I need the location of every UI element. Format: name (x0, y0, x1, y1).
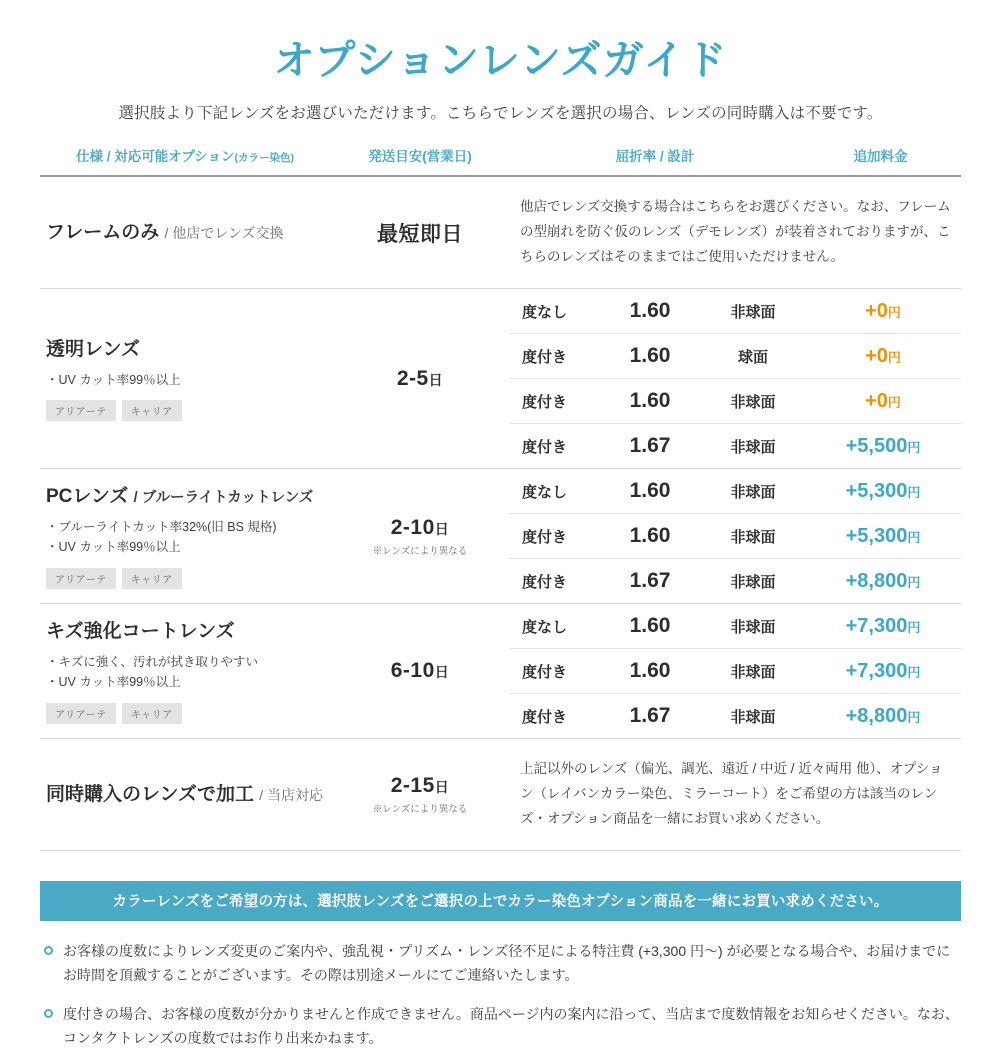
lens-name-main: PCレンズ (46, 486, 129, 508)
spec-price (808, 570, 958, 593)
lens-name (46, 620, 324, 645)
spec-index: 1.60 (629, 299, 671, 322)
lens-name-sub: / 当店対応 (259, 787, 324, 804)
table-row (40, 175, 961, 288)
spec-list (510, 289, 961, 468)
shipping-value (391, 516, 450, 540)
option-tag: キャリア (122, 568, 182, 589)
spec-price-unit: 円 (907, 439, 921, 455)
lens-name-main: キズ強化コートレンズ (46, 621, 235, 643)
spec-price (808, 300, 958, 323)
spec-power: 度付き (522, 348, 568, 366)
spec-index: 1.60 (629, 524, 671, 547)
lens-name-sub: / ブルーライトカットレンズ (133, 490, 314, 507)
spec-power: 度なし (522, 618, 568, 636)
footnote-item (40, 939, 961, 988)
lens-name-sub: / 他店でレンズ交換 (164, 225, 284, 242)
spec-row (510, 379, 961, 424)
shipping-estimate (330, 739, 510, 850)
spec-index: 1.60 (629, 344, 671, 367)
spec-price (808, 525, 958, 548)
spec-row (510, 289, 961, 334)
column-header-spec (40, 145, 330, 165)
table-row (40, 738, 961, 850)
footnotes (40, 939, 961, 1051)
option-tag: キャリア (122, 400, 182, 421)
spec-row (510, 604, 961, 649)
lens-name (46, 485, 324, 510)
spec-price-value: +7,300 (845, 614, 908, 637)
spec-price (808, 435, 958, 458)
spec-power: 度なし (522, 483, 568, 501)
spec-power: 度付き (522, 573, 568, 591)
spec-index: 1.60 (629, 659, 671, 682)
option-tag: キャリア (122, 703, 182, 724)
spec-design: 非球面 (730, 303, 776, 321)
spec-row (510, 514, 961, 559)
lens-name (46, 221, 324, 246)
lens-option-tags (46, 400, 324, 421)
footnote-item (40, 1002, 961, 1051)
lens-feature-item: ・キズに強く、汚れが拭き取りやすい (46, 654, 259, 669)
shipping-value (391, 659, 450, 683)
spec-design: 非球面 (730, 663, 776, 681)
page-subtitle: 選択肢より下記レンズをお選びいただけます。こちらでレンズを選択の場合、レンズの同時購入は不要です。 (118, 105, 883, 123)
spec-index: 1.67 (629, 569, 671, 592)
spec-price-unit: 円 (907, 529, 921, 545)
spec-price-value: +8,800 (845, 704, 908, 727)
spec-price (808, 390, 958, 413)
spec-power: 度付き (522, 438, 568, 456)
table-row (40, 603, 961, 738)
spec-price (808, 480, 958, 503)
column-header-shipping: 発送目安(営業日) (368, 149, 472, 165)
spec-design: 非球面 (730, 573, 776, 591)
spec-price-value: +7,300 (845, 659, 908, 682)
lens-option-tags (46, 568, 324, 589)
spec-design: 非球面 (730, 438, 776, 456)
lens-info (40, 739, 330, 850)
lens-features (46, 370, 324, 391)
spec-row (510, 559, 961, 603)
spec-price (808, 660, 958, 683)
shipping-days: 6-10 (390, 659, 435, 682)
column-header-spec-note: (カラー染色) (234, 152, 295, 165)
spec-price-unit: 円 (907, 664, 921, 680)
spec-index: 1.67 (629, 704, 671, 727)
color-lens-banner: カラーレンズをご希望の方は、選択肢レンズをご選択の上でカラー染色オプション商品を一緒にお買い求めください。 (40, 881, 961, 921)
spec-price-value: +0 (865, 389, 888, 412)
spec-list (510, 604, 961, 738)
spec-design: 非球面 (730, 708, 776, 726)
column-header-spec-label: 仕様 / 対応可能オプション (75, 149, 235, 165)
spec-power: 度付き (522, 708, 568, 726)
lens-name-main: フレームのみ (46, 222, 160, 244)
spec-index: 1.60 (629, 479, 671, 502)
spec-row (510, 694, 961, 738)
lens-note: 上記以外のレンズ（偏光、調光、遠近 / 中近 / 近々両用 他）、オプション（レイバンカラー染色、ミラーコート）をご希望の方は該当のレンズ・オプション商品を一緒にお買い求めください。 (520, 761, 943, 826)
lens-name-main: 透明レンズ (46, 338, 140, 360)
spec-design: 非球面 (730, 618, 776, 636)
spec-power: 度付き (522, 528, 568, 546)
spec-power: 度付き (522, 393, 568, 411)
page-title: オプションレンズガイド (273, 37, 728, 83)
circle-bullet-icon (44, 946, 53, 955)
lens-table (40, 145, 961, 851)
spec-price-value: +8,800 (845, 569, 908, 592)
spec-row (510, 424, 961, 468)
footnote-text: お客様の度数によりレンズ変更のご案内や、強乱視・プリズム・レンズ径不足による特注費 (+3,300 円～) が必要となる場合や、お届けまでにお時間を頂戴することがございます。その際は別途メールにてご連絡いたします。 (63, 942, 951, 984)
column-header-index: 屈折率 / 設計 (615, 149, 695, 165)
shipping-unit: 日 (428, 371, 444, 388)
spec-row (510, 469, 961, 514)
spec-design: 非球面 (730, 528, 776, 546)
lens-name-main: 同時購入のレンズで加工 (46, 784, 254, 806)
shipping-unit: 日 (434, 778, 450, 795)
spec-price (808, 615, 958, 638)
spec-price-unit: 円 (907, 619, 921, 635)
shipping-estimate (330, 469, 510, 603)
shipping-days: 2-5 (396, 366, 429, 390)
lens-note-cell (510, 739, 961, 850)
shipping-note: ※レンズにより異なる (372, 803, 468, 815)
spec-price-value: +5,300 (845, 524, 908, 547)
spec-price-unit: 円 (887, 394, 901, 410)
spec-design: 非球面 (730, 393, 776, 411)
spec-price-unit: 円 (907, 709, 921, 725)
lens-info (40, 289, 330, 468)
circle-bullet-icon (44, 1009, 53, 1018)
shipping-estimate (330, 604, 510, 738)
lens-info (40, 177, 330, 288)
lens-feature-item: ・UV カット率99％以上 (46, 372, 181, 387)
lens-info (40, 604, 330, 738)
shipping-value (397, 367, 443, 391)
footnote-text: 度付きの場合、お客様の度数が分かりませんと作成できません。商品ページ内の案内に沿って、当店まで度数情報をお知らせください。なお、コンタクトレンズの度数ではお作り出来かねます。 (63, 1005, 959, 1047)
spec-price-unit: 円 (887, 304, 901, 320)
spec-price-value: +0 (865, 299, 888, 322)
spec-price-value: +5,500 (845, 434, 908, 457)
option-tag: アリアーテ (46, 703, 116, 724)
lens-info (40, 469, 330, 603)
spec-price (808, 345, 958, 368)
shipping-estimate (330, 177, 510, 288)
spec-power: 度付き (522, 663, 568, 681)
shipping-unit: 日 (434, 520, 450, 537)
option-tag: アリアーテ (46, 400, 116, 421)
spec-index: 1.60 (629, 389, 671, 412)
spec-list (510, 469, 961, 603)
shipping-unit: 日 (434, 664, 450, 680)
lens-option-tags (46, 703, 324, 724)
table-row (40, 468, 961, 603)
table-bottom-border (40, 850, 961, 851)
shipping-days: 2-15 (390, 773, 435, 797)
spec-row (510, 649, 961, 694)
spec-row (510, 334, 961, 379)
lens-features (46, 652, 324, 693)
spec-index: 1.60 (629, 614, 671, 637)
table-row (40, 288, 961, 468)
lens-feature-item: ・UV カット率99％以上 (46, 540, 181, 555)
lens-feature-item: ・ブルーライトカット率32%(旧 BS 規格) (46, 519, 277, 534)
shipping-value (377, 218, 463, 248)
lens-note: 他店でレンズ交換する場合はこちらをお選びください。なお、フレームの型崩れを防ぐ仮のレンズ（デモレンズ）が装着されておりますが、こちらのレンズはそのままではご使用いただけません。 (520, 199, 951, 265)
lens-name (46, 338, 324, 363)
lens-name (46, 783, 324, 808)
lens-feature-item: ・UV カット率99％以上 (46, 675, 181, 690)
column-header-price: 追加料金 (853, 149, 908, 165)
spec-price-value: +5,300 (845, 479, 908, 502)
spec-power: 度なし (522, 303, 568, 321)
spec-price-value: +0 (865, 344, 888, 367)
spec-price-unit: 円 (907, 574, 921, 590)
spec-price-unit: 円 (887, 349, 901, 365)
lens-features (46, 517, 324, 558)
shipping-value (391, 774, 450, 798)
lens-note-cell (510, 177, 961, 288)
spec-price (808, 705, 958, 728)
option-tag: アリアーテ (46, 568, 116, 589)
spec-index: 1.67 (629, 434, 671, 457)
table-column-headers (40, 145, 961, 175)
shipping-days: 2-10 (390, 515, 435, 539)
shipping-days: 最短即日 (377, 222, 463, 246)
spec-price-unit: 円 (907, 484, 921, 500)
shipping-estimate (330, 289, 510, 468)
shipping-note: ※レンズにより異なる (372, 545, 468, 557)
spec-design: 球面 (737, 348, 768, 366)
spec-design: 非球面 (730, 483, 776, 501)
